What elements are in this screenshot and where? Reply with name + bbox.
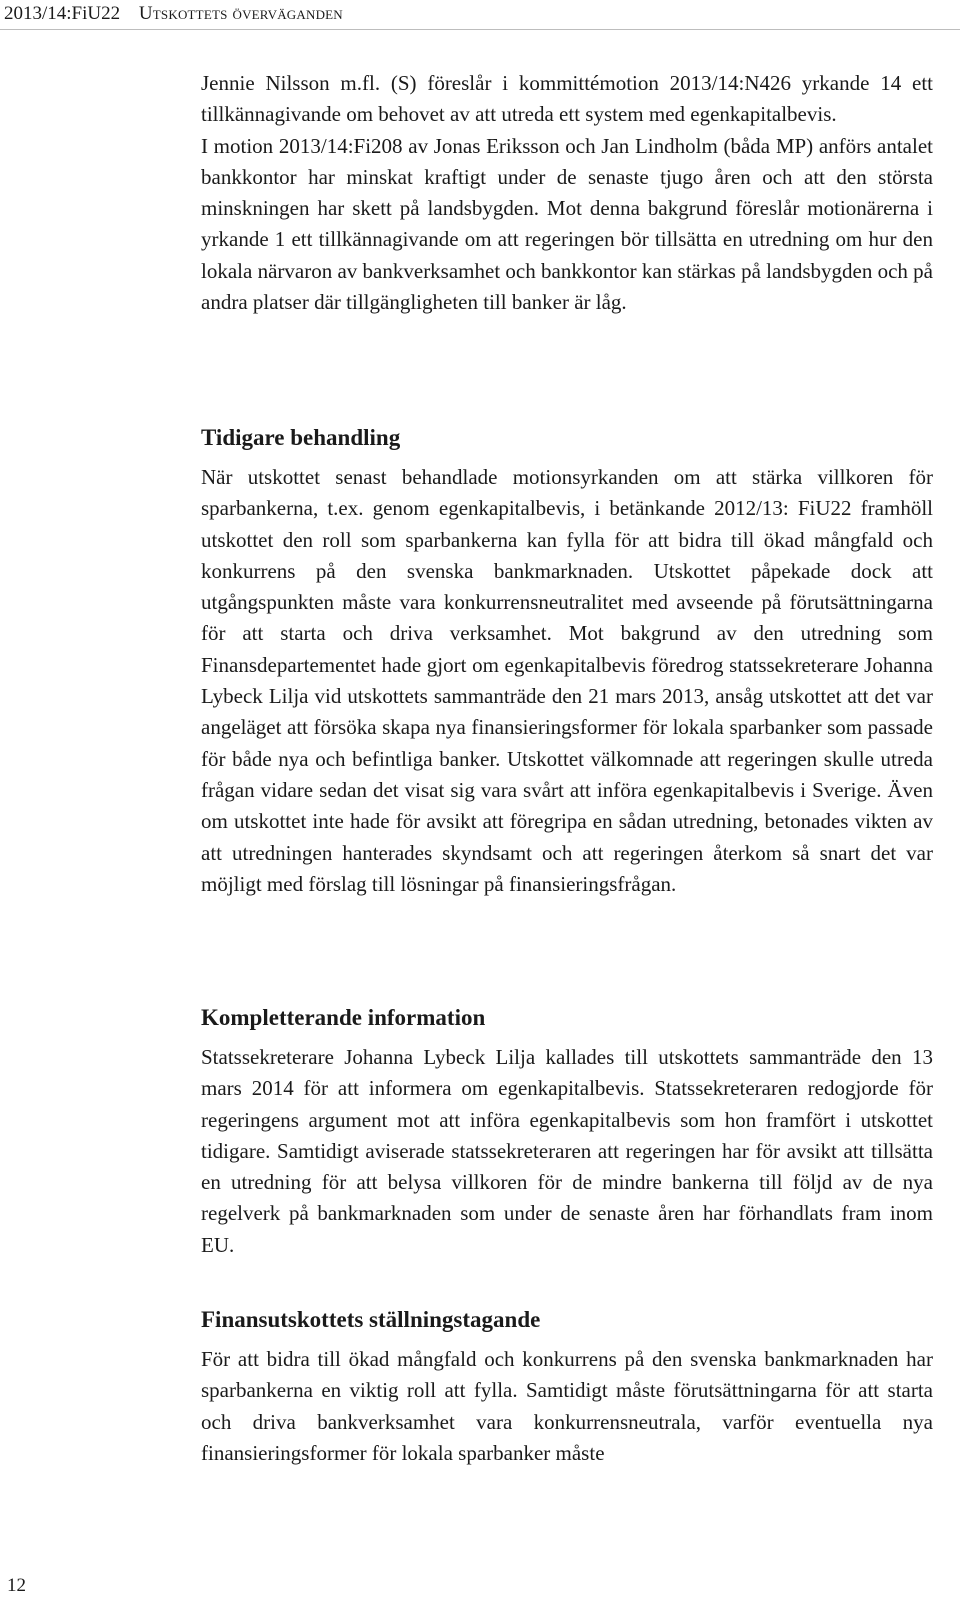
document-id: 2013/14:FiU22 [4, 3, 121, 24]
section-heading: Kompletterande information [201, 1005, 486, 1030]
section-paragraph: När utskottet senast behandlade motionsyrkanden om att stärka villkoren för sparbankerna, t.ex. genom egenkapitalbevis, i betänkande 2012/13: FiU22 framhöll utskottet den roll som sparbankerna kan fylla för att bidra till ökad mångfald och konkurrens på den svenska bankmarknaden. Utskottet påpekade dock att utgångspunkten måste vara konkurrensneutralitet med avseende på förutsättningarna för att starta och driva verksamhet. Mot bakgrund av den utredning som Finansdepartementet hade gjort om egenkapitalbevis föredrog statssekreterare Johanna Lybeck Lilja vid utskottets sammanträde den 21 mars 2013, ansåg utskottet att det var angeläget att försöka skapa nya finansieringsformer för lokala sparbanker som passade för både nya och befintliga banker. Utskottet välkomnade att regeringen skulle utreda frågan vidare sedan det visat sig vara svårt att införa egenkapitalbevis i Sverige. Även om utskottet inte hade för avsikt att föregripa en sådan utredning, betonades vikten av att utredningen hanterades skyndsamt och att regeringen återkom så snart det var möjligt med förslag till lösningar på finansieringsfrågan. [201, 465, 933, 896]
running-section-title: Utskottets överväganden [138, 3, 343, 24]
section-heading: Finansutskottets ställningstagande [201, 1307, 541, 1332]
header-rule [0, 29, 960, 30]
page-number: 12 [7, 1575, 26, 1596]
section-kompletterande-information [201, 1004, 933, 1261]
running-header [4, 3, 343, 25]
intro-paragraph-2: I motion 2013/14:Fi208 av Jonas Eriksson och Jan Lindholm (båda MP) anförs antalet bankkontor har minskat kraftigt under de senaste tjugo åren och att den största minskningen har skett på landsbygden. Mot denna bakgrund föreslår motionärerna i yrkande 1 ett tillkännagivande om att regeringen bör tillsätta en utredning om hur den lokala närvaron av bankverksamhet och bankkontor kan stärkas på landsbygden och på andra platser där tillgängligheten till banker är låg. [201, 133, 933, 315]
section-paragraph: Statssekreterare Johanna Lybeck Lilja kallades till utskottets sammanträde den 13 mars 2014 för att informera om egenkapitalbevis. Statssekreteraren redogjorde för regeringens argument mot att införa egenkapitalbevis som hon framfört i utskottet tidigare. Samtidigt aviserade statssekreteraren att regeringen har för avsikt att tillsätta en utredning för att belysa villkoren för de mindre bankerna till följd av de nya regelverk på bankmarknaden som under de senaste åren har förhandlats fram inom EU. [201, 1045, 933, 1257]
intro-block [201, 68, 933, 318]
section-paragraph: För att bidra till ökad mångfald och konkurrens på den svenska bankmarknaden har sparbankerna en viktig roll att fylla. Samtidigt måste förutsättningarna för att starta och driva bankverksamhet vara konkurrensneutrala, varför eventuella nya finansieringsformer för lokala sparbanker måste [201, 1347, 933, 1465]
section-heading: Tidigare behandling [201, 425, 401, 450]
section-ställningstagande [201, 1306, 933, 1469]
intro-paragraph-1: Jennie Nilsson m.fl. (S) föreslår i kommittémotion 2013/14:N426 yrkande 14 ett tillkännagivande om behovet av att utreda ett system med egenkapitalbevis. [201, 71, 933, 127]
section-tidigare-behandling [201, 424, 933, 900]
